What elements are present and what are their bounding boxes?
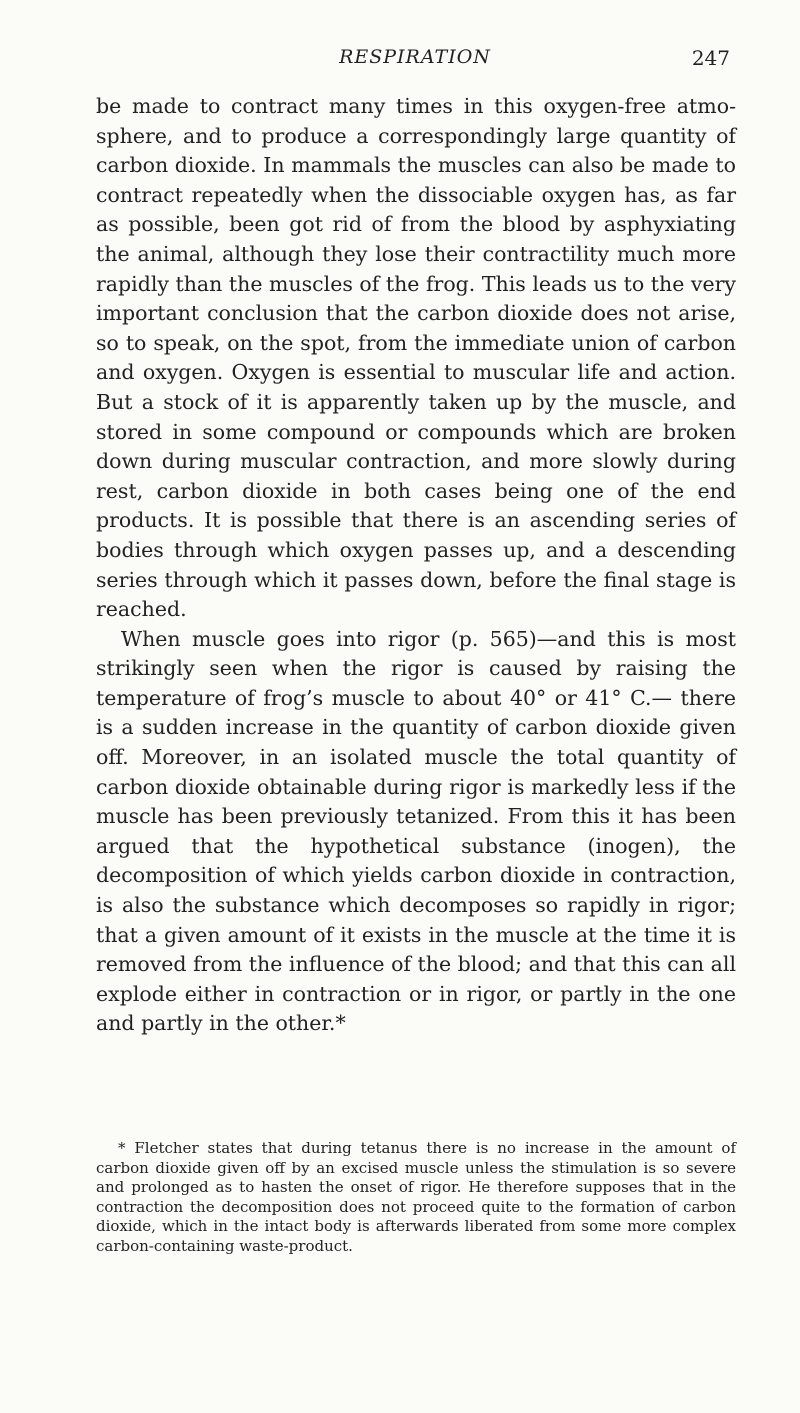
paragraph-rigor: When muscle goes into rigor (p. 565)—and this is most strikingly seen when the rigor is caused by raising the temperature of frog’s muscle to about 40° or 41° C.— there is a sudden increase in the quantity of carbon dioxide given off. Moreover, in an isolated muscle the total quantity of carbon dioxide obtainable during rigor is markedly less if the muscle has been previously tetanized. From this it has been argued that the hypothetical substance (inogen), the decomposition of which yields carbon dioxide in contraction, is also the substance which decomposes so rapidly in rigor; that a given amount of it exists in the muscle at the time it is removed from the influence of the blood; and that this can all explode either in contraction or in rigor, or partly in the one and partly in the other.*	[96, 626, 736, 1036]
body-text	[96, 92, 736, 1039]
footnote	[96, 1139, 736, 1257]
running-head	[100, 42, 730, 70]
running-title: RESPIRATION	[339, 46, 491, 68]
paragraph-continued: be made to contract many times in this oxygen-free atmosphere, and to produce a correspondingly large quantity of carbon dioxide. In mammals the muscles can also be made to contract repeatedly when the dissociable oxygen has, as far as possible, been got rid of from the blood by asphyxiating the animal, although they lose their contractility much more rapidly than the muscles of the frog. This leads us to the very important conclusion that the carbon dioxide does not arise, so to speak, on the spot, from the immediate union of carbon and oxygen. Oxygen is essential to muscular life and action. But a stock of it is apparently taken up by the muscle, and stored in some compound or compounds which are broken down during muscular contraction, and more slowly during rest, carbon dioxide in both cases being one of the end products. It is possible that there is an ascending series of bodies through which oxygen passes up, and a descending series through which it passes down, before the final stage is reached.	[96, 94, 736, 622]
page-number: 247	[691, 46, 730, 70]
footnote-text: * Fletcher states that during tetanus there is no increase in the amount of carbon dioxide given off by an excised muscle unless the stimulation is so severe and prolonged as to hasten the onset of rigor. He therefore supposes that in the contraction the decomposition does not proceed quite to the formation of carbon dioxide, which in the intact body is afterwards liberated from some more complex carbon-containing waste-product.	[96, 1139, 736, 1255]
